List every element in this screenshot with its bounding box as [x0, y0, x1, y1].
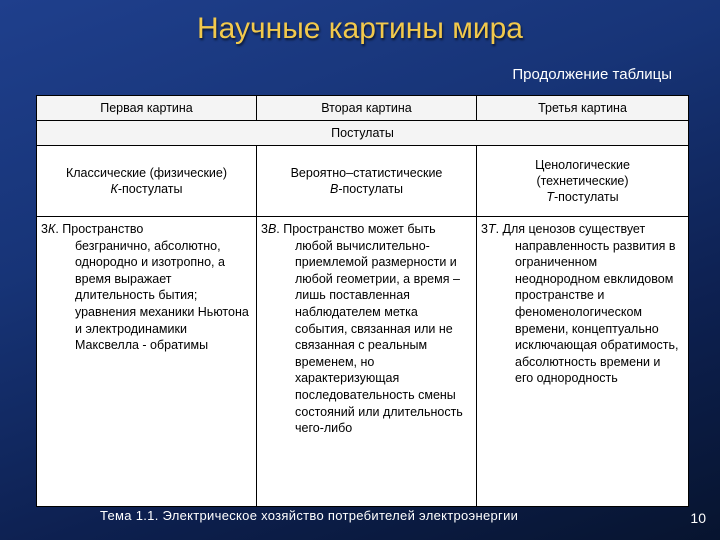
- type-letter: К: [110, 182, 118, 196]
- description-cell-third: [477, 217, 689, 507]
- description-cell-second: [257, 217, 477, 507]
- postulates-table: [36, 95, 689, 507]
- section-row: [37, 121, 689, 146]
- description-lead: 3Т. Для ценозов существует: [481, 222, 646, 236]
- postulate-code-letter: В: [267, 222, 277, 236]
- description-lead: 3В. Пространство может быть: [261, 222, 436, 236]
- table-continuation-note: Продолжение таблицы: [512, 66, 672, 83]
- postulate-descriptions-row: [37, 217, 689, 507]
- postulate-code-number: 3: [481, 222, 488, 236]
- type-cell-third: [477, 146, 689, 217]
- type-letter: Т: [546, 190, 554, 204]
- postulate-code-number: 3: [261, 222, 268, 236]
- column-header-first: Первая картина: [37, 96, 257, 121]
- postulate-code-letter: Т: [487, 222, 496, 236]
- description-cell-first: [37, 217, 257, 507]
- description-text: безгранично, абсолютно, однородно и изотропно, а время выражает длительность бытия; уравнения механики Ньютона и электродинамики Максвелла - обратимы: [75, 238, 249, 353]
- slide-title: Научные картины мира: [196, 12, 523, 45]
- description-text: направленность развития в ограниченном неоднородном евклидовом пространстве и феноменологическом времени, концептуально исключающая обратимость, абсолютность времени и его однородность: [515, 238, 679, 386]
- postulate-code-number: 3: [41, 222, 48, 236]
- type-cell-second: [257, 146, 477, 217]
- table-header-row: [37, 96, 689, 121]
- column-header-third: Третья картина: [477, 96, 689, 121]
- type-suffix: -постулаты: [553, 190, 619, 204]
- type-name: Вероятно–статистические: [290, 166, 443, 180]
- section-title: Постулаты: [37, 121, 689, 146]
- type-name: Классические (физические): [65, 166, 228, 180]
- postulate-types-row: [37, 146, 689, 217]
- type-letter: В: [330, 182, 339, 196]
- page-number: 10: [690, 510, 706, 526]
- description-lead: 3К. Пространство: [41, 222, 144, 236]
- slide-footer: Тема 1.1. Электрическое хозяйство потребителей электроэнергии: [100, 508, 519, 523]
- column-header-second: Вторая картина: [257, 96, 477, 121]
- description-text: любой вычислительно-приемлемой размерности и любой геометрии, а время – лишь поставленная наблюдателем метка события, связанная или не связанная с реальным временем, но характеризующая последовательность смены состояний или длительность чего-либо: [295, 238, 463, 436]
- type-suffix: -постулаты: [338, 182, 403, 196]
- type-suffix: -постулаты: [117, 182, 183, 196]
- type-cell-first: [37, 146, 257, 217]
- postulate-code-letter: К: [47, 222, 56, 236]
- type-name: Ценологические (технетические): [535, 158, 630, 188]
